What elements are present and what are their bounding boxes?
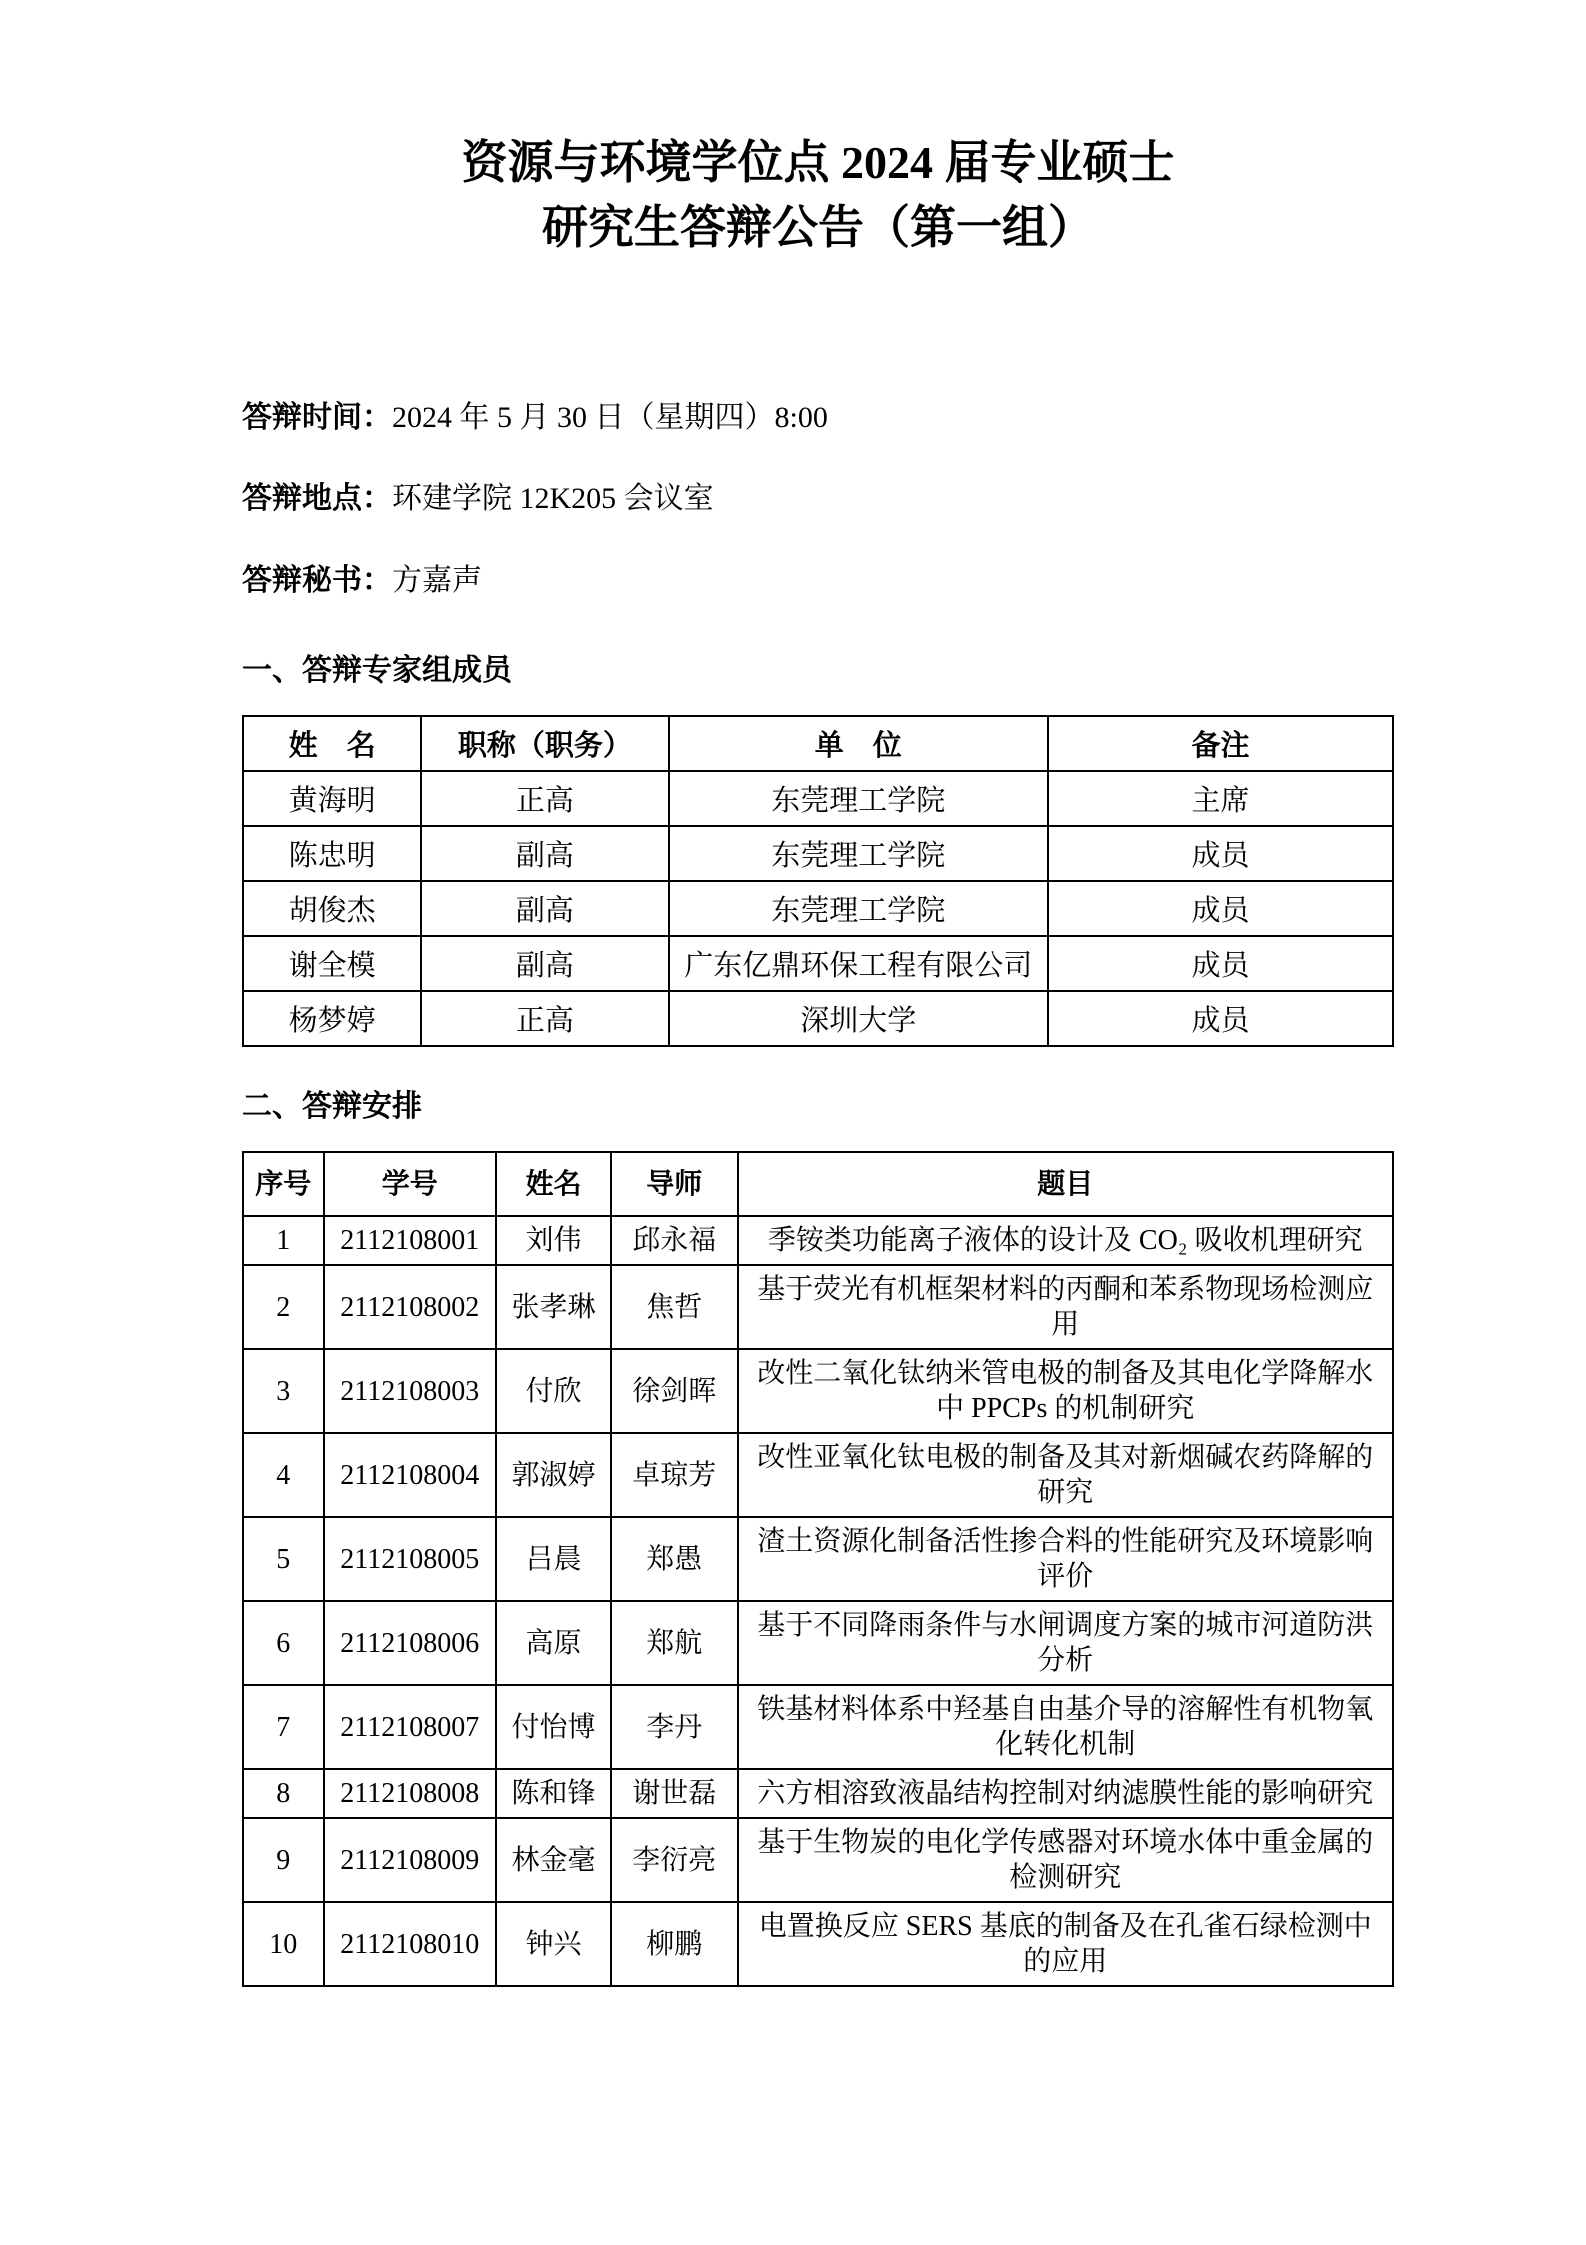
defense-secretary-line xyxy=(242,564,1394,599)
table-cell: 渣土资源化制备活性掺合料的性能研究及环境影响评价 xyxy=(738,1517,1394,1601)
table-cell: 刘伟 xyxy=(496,1216,611,1265)
table-row xyxy=(243,936,1393,991)
column-header-rank: 职称（职务） xyxy=(421,716,668,771)
table-cell: 谢世磊 xyxy=(611,1769,738,1818)
table-cell: 郑航 xyxy=(611,1601,738,1685)
table-row xyxy=(243,1216,1393,1265)
column-header-note: 备注 xyxy=(1048,716,1393,771)
table-cell: 东莞理工学院 xyxy=(669,771,1049,826)
column-header-seq: 序号 xyxy=(243,1152,324,1216)
table-cell: 5 xyxy=(243,1517,324,1601)
table-cell: 成员 xyxy=(1048,991,1393,1046)
table-cell: 谢全模 xyxy=(243,936,421,991)
column-header-student-id: 学号 xyxy=(324,1152,497,1216)
table-header-row xyxy=(243,716,1393,771)
table-cell: 黄海明 xyxy=(243,771,421,826)
table-cell: 陈和锋 xyxy=(496,1769,611,1818)
table-cell: 高原 xyxy=(496,1601,611,1685)
table-cell: 广东亿鼎环保工程有限公司 xyxy=(669,936,1049,991)
table-cell: 2112108007 xyxy=(324,1685,497,1769)
table-cell: 杨梦婷 xyxy=(243,991,421,1046)
defense-time-value: 2024 年 5 月 30 日（星期四）8:00 xyxy=(392,400,828,434)
table-row xyxy=(243,991,1393,1046)
table-cell: 成员 xyxy=(1048,936,1393,991)
table-row xyxy=(243,1517,1393,1601)
column-header-unit: 单 位 xyxy=(669,716,1049,771)
table-cell: 林金毫 xyxy=(496,1818,611,1902)
table-cell: 3 xyxy=(243,1349,324,1433)
table-row xyxy=(243,1601,1393,1685)
table-cell: 基于生物炭的电化学传感器对环境水体中重金属的检测研究 xyxy=(738,1818,1394,1902)
table-cell: 6 xyxy=(243,1601,324,1685)
table-cell: 季铵类功能离子液体的设计及 CO₂ 吸收机理研究 xyxy=(738,1216,1394,1265)
table-cell: 基于不同降雨条件与水闸调度方案的城市河道防洪分析 xyxy=(738,1601,1394,1685)
table-cell: 胡俊杰 xyxy=(243,881,421,936)
table-header-row xyxy=(243,1152,1393,1216)
table-cell: 9 xyxy=(243,1818,324,1902)
table-cell: 陈忠明 xyxy=(243,826,421,881)
table-cell: 吕晨 xyxy=(496,1517,611,1601)
table-cell: 卓琼芳 xyxy=(611,1433,738,1517)
table-cell: 郭淑婷 xyxy=(496,1433,611,1517)
experts-table xyxy=(242,715,1394,1047)
defense-secretary-label: 答辩秘书： xyxy=(242,563,392,597)
defense-time-label: 答辩时间： xyxy=(242,400,392,434)
page-title-line-2: 研究生答辩公告（第一组） xyxy=(542,202,1094,254)
table-cell: 7 xyxy=(243,1685,324,1769)
table-cell: 张孝琳 xyxy=(496,1265,611,1349)
table-cell: 六方相溶致液晶结构控制对纳滤膜性能的影响研究 xyxy=(738,1769,1394,1818)
table-cell: 徐剑晖 xyxy=(611,1349,738,1433)
table-row xyxy=(243,1902,1393,1986)
table-cell: 2112108003 xyxy=(324,1349,497,1433)
defense-location-line xyxy=(242,482,1394,517)
schedule-table xyxy=(242,1151,1394,1987)
table-cell: 钟兴 xyxy=(496,1902,611,1986)
table-cell: 2 xyxy=(243,1265,324,1349)
table-cell: 副高 xyxy=(421,826,668,881)
table-cell: 2112108006 xyxy=(324,1601,497,1685)
defense-location-label: 答辩地点： xyxy=(242,482,392,516)
table-cell: 2112108004 xyxy=(324,1433,497,1517)
table-cell: 东莞理工学院 xyxy=(669,881,1049,936)
column-header-advisor: 导师 xyxy=(611,1152,738,1216)
table-cell: 柳鹏 xyxy=(611,1902,738,1986)
table-cell: 2112108001 xyxy=(324,1216,497,1265)
table-cell: 李衍亮 xyxy=(611,1818,738,1902)
table-row xyxy=(243,1685,1393,1769)
table-row xyxy=(243,1769,1393,1818)
table-cell: 深圳大学 xyxy=(669,991,1049,1046)
table-row xyxy=(243,1349,1393,1433)
table-cell: 正高 xyxy=(421,991,668,1046)
table-row xyxy=(243,1433,1393,1517)
table-cell: 邱永福 xyxy=(611,1216,738,1265)
table-row xyxy=(243,771,1393,826)
table-cell: 副高 xyxy=(421,881,668,936)
table-cell: 焦哲 xyxy=(611,1265,738,1349)
column-header-thesis-title: 题目 xyxy=(738,1152,1394,1216)
table-cell: 电置换反应 SERS 基底的制备及在孔雀石绿检测中的应用 xyxy=(738,1902,1394,1986)
defense-time-line xyxy=(242,401,1394,436)
table-cell: 2112108008 xyxy=(324,1769,497,1818)
defense-secretary-value: 方嘉声 xyxy=(392,563,482,597)
table-row xyxy=(243,1818,1393,1902)
page-title xyxy=(242,130,1394,261)
table-row xyxy=(243,1265,1393,1349)
table-cell: 改性亚氧化钛电极的制备及其对新烟碱农药降解的研究 xyxy=(738,1433,1394,1517)
defense-location-value: 环建学院 12K205 会议室 xyxy=(392,482,714,516)
table-cell: 1 xyxy=(243,1216,324,1265)
table-cell: 李丹 xyxy=(611,1685,738,1769)
section-heading-experts: 一、答辩专家组成员 xyxy=(242,654,512,688)
table-cell: 郑愚 xyxy=(611,1517,738,1601)
table-cell: 10 xyxy=(243,1902,324,1986)
column-header-name: 姓 名 xyxy=(243,716,421,771)
table-cell: 成员 xyxy=(1048,881,1393,936)
table-cell: 基于荧光有机框架材料的丙酮和苯系物现场检测应用 xyxy=(738,1265,1394,1349)
table-cell: 成员 xyxy=(1048,826,1393,881)
table-cell: 付欣 xyxy=(496,1349,611,1433)
table-cell: 铁基材料体系中羟基自由基介导的溶解性有机物氧化转化机制 xyxy=(738,1685,1394,1769)
table-cell: 改性二氧化钛纳米管电极的制备及其电化学降解水中 PPCPs 的机制研究 xyxy=(738,1349,1394,1433)
page-title-line-1: 资源与环境学位点 2024 届专业硕士 xyxy=(461,137,1175,188)
table-cell: 主席 xyxy=(1048,771,1393,826)
table-cell: 2112108005 xyxy=(324,1517,497,1601)
table-row xyxy=(243,881,1393,936)
section-heading-schedule: 二、答辩安排 xyxy=(242,1090,422,1124)
table-cell: 付怡博 xyxy=(496,1685,611,1769)
table-cell: 2112108010 xyxy=(324,1902,497,1986)
table-cell: 8 xyxy=(243,1769,324,1818)
column-header-student-name: 姓名 xyxy=(496,1152,611,1216)
table-cell: 正高 xyxy=(421,771,668,826)
table-cell: 4 xyxy=(243,1433,324,1517)
table-cell: 副高 xyxy=(421,936,668,991)
table-cell: 东莞理工学院 xyxy=(669,826,1049,881)
table-cell: 2112108009 xyxy=(324,1818,497,1902)
table-cell: 2112108002 xyxy=(324,1265,497,1349)
table-row xyxy=(243,826,1393,881)
